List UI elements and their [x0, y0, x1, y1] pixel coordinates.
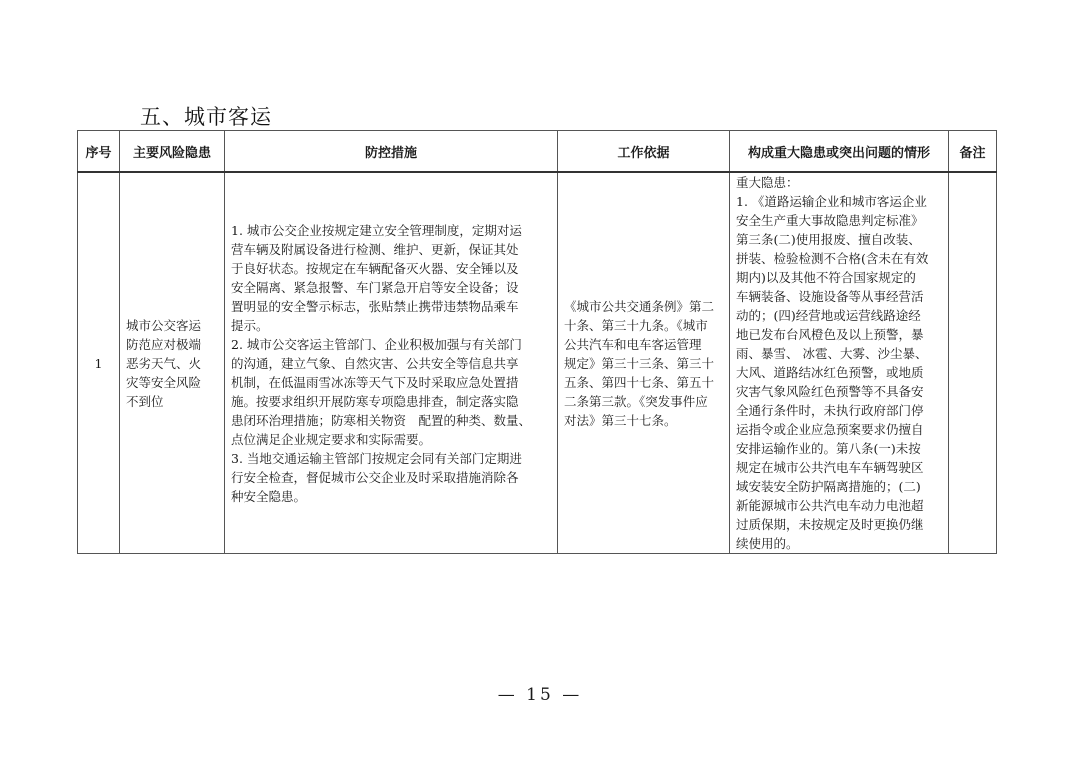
text-line: 安全隔离、紧急报警、车门紧急开启等安全设备；设 — [231, 279, 519, 295]
header-measures: 防控措施 — [225, 131, 558, 173]
text-line: 拼装、检验检测不合格(含未在有效 — [736, 251, 929, 266]
text-line: 城市公交客运 — [126, 317, 202, 333]
text-line: 灾害气象风险红色预警等不具备安 — [736, 384, 924, 399]
text-line: 防范应对极端 — [126, 336, 202, 352]
section-title: 五、城市客运 — [140, 105, 272, 129]
text-line: 五条、第四十七条、第五十 — [564, 374, 715, 390]
page-number: — 15 — — [497, 685, 583, 705]
text-line: 新能源城市公共汽电车动力电池超 — [736, 498, 924, 513]
text-line: 域安装安全防护隔离措施的；(二) — [736, 479, 921, 494]
text-line: 第三条(二)使用报废、擅自改装、 — [736, 232, 921, 247]
cell-situation — [730, 172, 949, 554]
text-line: 点位满足企业规定要求和实际需要。 — [231, 431, 432, 447]
text-line: 机制，在低温雨雪冰冻等天气下及时采取应急处置措 — [231, 374, 519, 390]
text-line: 雨、暴雪、 冰雹、大雾、沙尘暴、 — [736, 346, 928, 361]
cell-risk — [120, 172, 225, 554]
text-line: 二条第三款。《突发事件应 — [564, 393, 708, 409]
text-line: 施。按要求组织开展防寒专项隐患排查，制定落实隐 — [231, 393, 519, 409]
text-line: 不到位 — [126, 393, 164, 409]
text-line: 地已发布台风橙色及以上预警，暴 — [736, 327, 924, 342]
text-line: 《城市公共交通条例》第二 — [564, 298, 715, 314]
text-line: 安全生产重大事故隐患判定标准》 — [736, 213, 924, 228]
text-line: 大风、道路结冰红色预警，或地质 — [736, 365, 924, 380]
header-basis: 工作依据 — [558, 131, 730, 173]
header-situation: 构成重大隐患或突出问题的情形 — [730, 131, 949, 173]
text-line: 营车辆及附属设备进行检测、维护、更新，保证其处 — [231, 241, 519, 257]
text-line: 规定》第三十三条、第三十 — [564, 355, 715, 371]
risk-table — [77, 130, 997, 554]
text-line: 种安全隐患。 — [231, 488, 307, 504]
cell-remarks — [949, 172, 997, 554]
text-line: 过质保期，未按规定及时更换仍继 — [736, 517, 924, 532]
text-line: 恶劣天气、火 — [126, 355, 202, 371]
text-line: 期内)以及其他不符合国家规定的 — [736, 270, 916, 285]
text-line: 的沟通，建立气象、自然灾害、公共安全等信息共享 — [231, 355, 519, 371]
text-line: 3. 当地交通运输主管部门按规定会同有关部门定期进 — [231, 450, 522, 466]
text-line: 灾等安全风险 — [126, 374, 202, 390]
text-line: 动的；(四)经营地或运营线路途经 — [736, 308, 921, 323]
text-line: 对法》第三十七条。 — [564, 412, 677, 428]
text-line: 全通行条件时，未执行政府部门停 — [736, 403, 924, 418]
text-line: 规定在城市公共汽电车车辆驾驶区 — [736, 460, 924, 475]
header-risk: 主要风险隐患 — [120, 131, 225, 173]
cell-seq: 1 — [78, 172, 120, 554]
text-line: 1. 城市公交企业按规定建立安全管理制度，定期对运 — [231, 222, 522, 238]
text-line: 十条、第三十九条。《城市 — [564, 317, 708, 333]
text-line: 1. 《道路运输企业和城市客运企业 — [736, 194, 927, 209]
text-line: 2. 城市公交客运主管部门、企业积极加强与有关部门 — [231, 336, 522, 352]
text-line: 患闭环治理措施；防寒相关物资 配置的种类、数量、 — [231, 412, 532, 428]
text-line: 续使用的。 — [736, 536, 799, 551]
text-line: 置明显的安全警示标志，张贴禁止携带违禁物品乘车 — [231, 298, 519, 314]
text-line: 重大隐患： — [736, 175, 799, 190]
table-header-row — [78, 131, 997, 173]
header-remarks: 备注 — [949, 131, 997, 173]
cell-measures — [225, 172, 558, 554]
cell-basis — [558, 172, 730, 554]
table-row — [78, 172, 997, 554]
text-line: 提示。 — [231, 317, 269, 333]
text-line: 车辆装备、设施设备等从事经营活 — [736, 289, 924, 304]
header-seq: 序号 — [78, 131, 120, 173]
text-line: 公共汽车和电车客运管理 — [564, 336, 702, 352]
text-line: 安排运输作业的。第八条(一)未按 — [736, 441, 921, 456]
text-line: 于良好状态。按规定在车辆配备灭火器、安全锤以及 — [231, 260, 519, 276]
text-line: 行安全检查，督促城市公交企业及时采取措施消除各 — [231, 469, 519, 485]
text-line: 运指令或企业应急预案要求仍擅自 — [736, 422, 924, 437]
